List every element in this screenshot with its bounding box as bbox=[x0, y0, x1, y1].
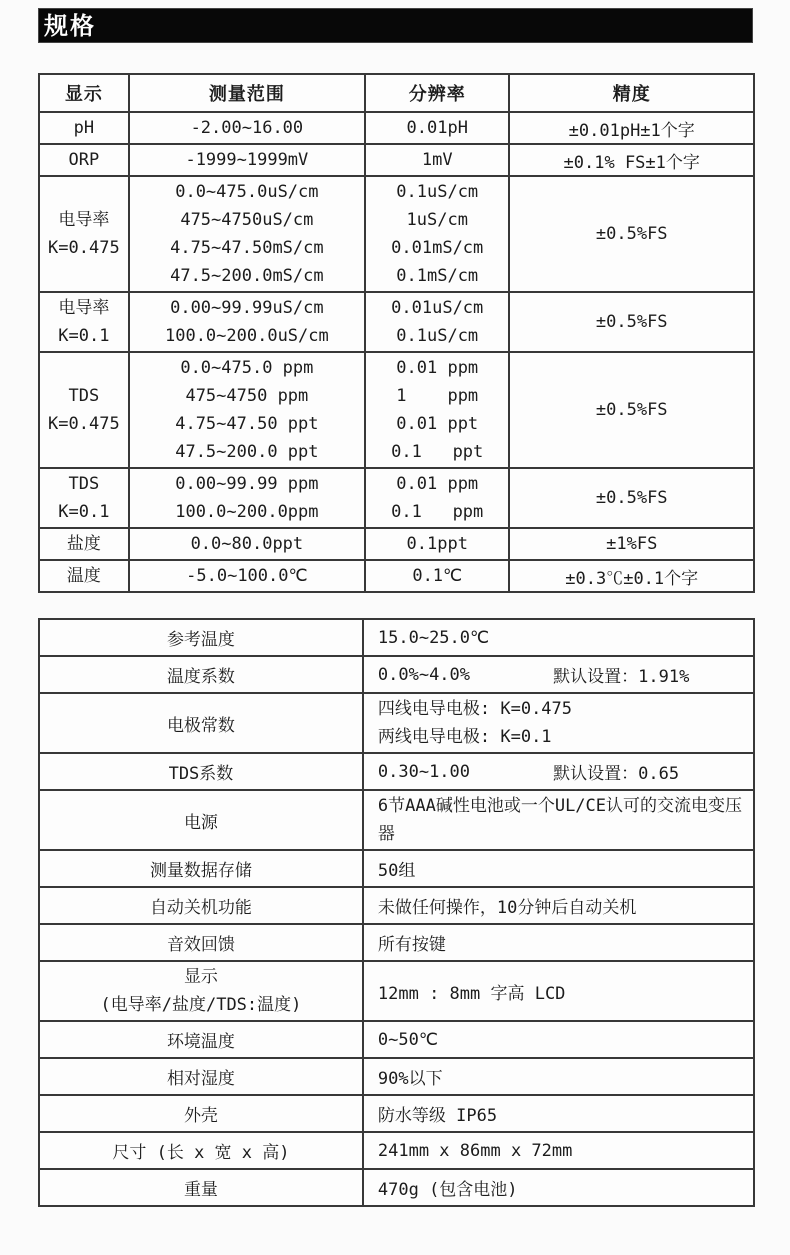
spec-row-cond-k01 bbox=[39, 292, 754, 352]
page-title: 规格 bbox=[44, 11, 96, 40]
label-cell: 尺寸 (长 x 宽 x 高) bbox=[39, 1132, 363, 1169]
value-cell: 所有按键 bbox=[363, 924, 754, 961]
cell-line: 0.0~475.0uS/cm bbox=[175, 182, 319, 202]
range-cell bbox=[129, 468, 365, 528]
display-cell bbox=[39, 352, 129, 468]
cell-line: ORP bbox=[68, 150, 100, 170]
value-cell bbox=[363, 753, 754, 790]
value-cell bbox=[363, 656, 754, 693]
cell-line: 1 ppm bbox=[396, 386, 479, 406]
cell-line: 100.0~200.0ppm bbox=[175, 502, 319, 522]
cell-line: 电导率 bbox=[58, 298, 110, 318]
range-cell bbox=[129, 176, 365, 292]
cell-line: 0.01 ppm bbox=[396, 474, 479, 494]
label-cell: TDS系数 bbox=[39, 753, 363, 790]
cell-line: 温度 bbox=[66, 566, 101, 586]
value-cell: 0~50℃ bbox=[363, 1021, 754, 1058]
cell-line: 0.00~99.99uS/cm bbox=[170, 298, 324, 318]
cell-line: 四线电导电极: K=0.475 bbox=[377, 699, 573, 719]
accuracy-cell: ±1%FS bbox=[509, 528, 754, 560]
cell-line: 0.1uS/cm bbox=[396, 326, 479, 346]
cell-line: 0.01uS/cm bbox=[391, 298, 484, 318]
cell-line: K=0.475 bbox=[48, 238, 120, 258]
cell-line: K=0.475 bbox=[48, 414, 120, 434]
label-cell: 环境温度 bbox=[39, 1021, 363, 1058]
value-cell: 6节AAA碱性电池或一个UL/CE认可的交流电变压器 bbox=[363, 790, 754, 850]
value-cell: 15.0~25.0℃ bbox=[363, 619, 754, 656]
display-cell bbox=[39, 176, 129, 292]
cell-line: 475~4750 ppm bbox=[185, 386, 309, 406]
cell-line: pH bbox=[73, 118, 95, 138]
cell-line: TDS bbox=[68, 386, 100, 406]
cell-line: -1999~1999mV bbox=[185, 150, 309, 170]
spec-row-temperature bbox=[39, 560, 754, 592]
cell-line: TDS bbox=[68, 474, 100, 494]
resolution-cell bbox=[365, 560, 509, 592]
col-header-range: 测量范围 bbox=[129, 74, 365, 112]
label-cell: 参考温度 bbox=[39, 619, 363, 656]
value-cell: 50组 bbox=[363, 850, 754, 887]
cell-line: 100.0~200.0uS/cm bbox=[164, 326, 329, 346]
cell-line: 0.00~99.99 ppm bbox=[175, 474, 319, 494]
cell-line: 47.5~200.0mS/cm bbox=[170, 266, 324, 286]
detail-row-cell-constant bbox=[39, 693, 754, 753]
detail-row-key-beep bbox=[39, 924, 754, 961]
value-range: 0.0%~4.0% bbox=[377, 664, 471, 685]
display-cell bbox=[39, 528, 129, 560]
resolution-cell bbox=[365, 468, 509, 528]
general-spec-table bbox=[38, 618, 755, 1207]
cell-line: 1mV bbox=[421, 150, 453, 170]
spec-row-cond-k0475 bbox=[39, 176, 754, 292]
detail-row-dimensions bbox=[39, 1132, 754, 1169]
cell-line: 0.1uS/cm bbox=[396, 182, 479, 202]
accuracy-cell: ±0.3℃±0.1个字 bbox=[509, 560, 754, 592]
accuracy-cell: ±0.1% FS±1个字 bbox=[509, 144, 754, 176]
cell-line: 0.1mS/cm bbox=[396, 266, 479, 286]
detail-row-memory bbox=[39, 850, 754, 887]
range-cell bbox=[129, 560, 365, 592]
cell-line: K=0.1 bbox=[58, 502, 110, 522]
cell-line: 0.01mS/cm bbox=[391, 238, 484, 258]
accuracy-cell: ±0.01pH±1个字 bbox=[509, 112, 754, 144]
resolution-cell bbox=[365, 112, 509, 144]
value-cell: 未做任何操作，10分钟后自动关机 bbox=[363, 887, 754, 924]
cell-line: 0.1℃ bbox=[412, 566, 463, 586]
value-cell: 防水等级 IP65 bbox=[363, 1095, 754, 1132]
cell-line: 0.01 ppt bbox=[396, 414, 479, 434]
label-cell bbox=[39, 961, 363, 1021]
display-cell bbox=[39, 468, 129, 528]
detail-row-weight bbox=[39, 1169, 754, 1206]
section-title-bar bbox=[38, 8, 753, 43]
detail-row-humidity bbox=[39, 1058, 754, 1095]
col-header-accuracy: 精度 bbox=[509, 74, 754, 112]
display-cell bbox=[39, 144, 129, 176]
value-cell bbox=[363, 693, 754, 753]
spec-row-salinity bbox=[39, 528, 754, 560]
accuracy-cell: ±0.5%FS bbox=[509, 176, 754, 292]
cell-line: K=0.1 bbox=[58, 326, 110, 346]
value-cell: 241mm x 86mm x 72mm bbox=[363, 1132, 754, 1169]
accuracy-cell: ±0.5%FS bbox=[509, 352, 754, 468]
cell-line: 475~4750uS/cm bbox=[180, 210, 314, 230]
label-cell: 电极常数 bbox=[39, 693, 363, 753]
cell-line: 4.75~47.50mS/cm bbox=[170, 238, 324, 258]
detail-row-ambient-temp bbox=[39, 1021, 754, 1058]
cell-line: 0.1 ppm bbox=[391, 502, 484, 522]
measurement-spec-table bbox=[38, 73, 755, 593]
value-cell: 470g (包含电池) bbox=[363, 1169, 754, 1206]
resolution-cell bbox=[365, 292, 509, 352]
cell-line: 47.5~200.0 ppt bbox=[175, 442, 319, 462]
value-range: 0.30~1.00 bbox=[377, 761, 471, 782]
resolution-cell bbox=[365, 144, 509, 176]
cell-line: 0.0~475.0 ppm bbox=[180, 358, 314, 378]
detail-row-temp-coefficient bbox=[39, 656, 754, 693]
spec-row-ph bbox=[39, 112, 754, 144]
cell-line: 盐度 bbox=[66, 534, 101, 554]
display-cell bbox=[39, 560, 129, 592]
label-cell: 电源 bbox=[39, 790, 363, 850]
cell-line: 0.01 ppm bbox=[396, 358, 479, 378]
value-cell: 12mm : 8mm 字高 LCD bbox=[363, 961, 754, 1021]
resolution-cell bbox=[365, 176, 509, 292]
range-cell bbox=[129, 112, 365, 144]
resolution-cell bbox=[365, 528, 509, 560]
col-header-display: 显示 bbox=[39, 74, 129, 112]
col-header-resolution: 分辨率 bbox=[365, 74, 509, 112]
display-cell bbox=[39, 112, 129, 144]
spec-header-row bbox=[39, 74, 754, 112]
value-cell: 90%以下 bbox=[363, 1058, 754, 1095]
range-cell bbox=[129, 528, 365, 560]
cell-line: 0.1ppt bbox=[406, 534, 468, 554]
value-default-setting: 默认设置：1.91% bbox=[553, 667, 690, 687]
cell-line: 两线电导电极: K=0.1 bbox=[377, 727, 552, 747]
cell-line: 0.0~80.0ppt bbox=[190, 534, 304, 554]
label-cell: 温度系数 bbox=[39, 656, 363, 693]
spec-row-orp bbox=[39, 144, 754, 176]
spec-row-tds-k01 bbox=[39, 468, 754, 528]
cell-line: 1uS/cm bbox=[406, 210, 468, 230]
label-cell: 重量 bbox=[39, 1169, 363, 1206]
detail-row-power bbox=[39, 790, 754, 850]
cell-line: -2.00~16.00 bbox=[190, 118, 304, 138]
cell-line: 4.75~47.50 ppt bbox=[175, 414, 319, 434]
detail-row-tds-factor bbox=[39, 753, 754, 790]
detail-row-display bbox=[39, 961, 754, 1021]
label-cell: 外壳 bbox=[39, 1095, 363, 1132]
range-cell bbox=[129, 144, 365, 176]
cell-line: 0.01pH bbox=[406, 118, 468, 138]
resolution-cell bbox=[365, 352, 509, 468]
value-default-setting: 默认设置：0.65 bbox=[553, 764, 680, 784]
detail-row-ref-temp bbox=[39, 619, 754, 656]
detail-row-housing bbox=[39, 1095, 754, 1132]
accuracy-cell: ±0.5%FS bbox=[509, 292, 754, 352]
range-cell bbox=[129, 292, 365, 352]
display-cell bbox=[39, 292, 129, 352]
label-cell: 自动关机功能 bbox=[39, 887, 363, 924]
cell-line: 显示 bbox=[183, 967, 218, 987]
label-cell: 相对湿度 bbox=[39, 1058, 363, 1095]
cell-line: 0.1 ppt bbox=[391, 442, 484, 462]
label-cell: 测量数据存储 bbox=[39, 850, 363, 887]
cell-line: 电导率 bbox=[58, 210, 110, 230]
detail-row-auto-off bbox=[39, 887, 754, 924]
range-cell bbox=[129, 352, 365, 468]
label-cell: 音效回馈 bbox=[39, 924, 363, 961]
spec-row-tds-k0475 bbox=[39, 352, 754, 468]
cell-line: -5.0~100.0℃ bbox=[186, 566, 308, 586]
accuracy-cell: ±0.5%FS bbox=[509, 468, 754, 528]
cell-line: (电导率/盐度/TDS:温度) bbox=[100, 995, 302, 1015]
